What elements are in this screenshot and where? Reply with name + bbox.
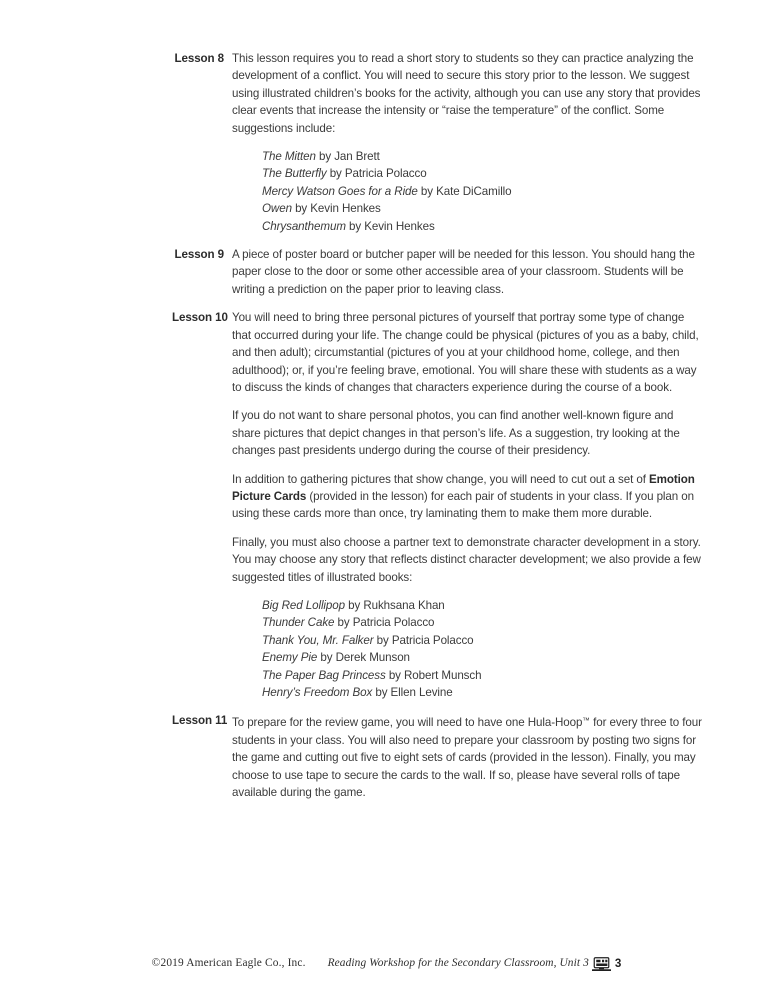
book-title: The Mitten (262, 150, 316, 164)
lesson-label-9: Lesson 9 (174, 248, 224, 262)
book-author: by Patricia Polacco (326, 167, 427, 181)
book-author: by Patricia Polacco (334, 616, 435, 630)
lesson-entry-10 (0, 309, 773, 701)
lesson-label-11: Lesson 11 (172, 714, 228, 728)
page-content (0, 50, 773, 802)
lesson-entry-11 (0, 712, 773, 801)
lesson-label-8: Lesson 8 (174, 52, 224, 65)
book-author: by Kevin Henkes (291, 202, 381, 216)
list-item (262, 597, 702, 614)
list-item (262, 632, 702, 649)
series-title: Reading Workshop for the Secondary Classroom, Unit 3 (327, 957, 589, 969)
list-item (262, 183, 702, 200)
text-before-bold: In addition to gathering pictures that show change, you will need to cut out a set of (232, 472, 649, 486)
list-item (262, 200, 702, 217)
list-item (262, 614, 702, 631)
page-number: 3 (614, 956, 622, 970)
lesson-10-emotion-cards-paragraph (232, 471, 702, 523)
book-author: by Rukhsana Khan (345, 598, 445, 612)
book-title: The Butterfly (262, 167, 327, 181)
book-author: by Ellen Levine (372, 686, 453, 699)
lesson-label-10: Lesson 10 (172, 311, 228, 325)
text-after-bold: (provided in the lesson) for each pair of students in your class. If you plan on using these cards more than once, try laminating them to make them more durable. (232, 489, 694, 521)
laptop-icon (592, 957, 611, 972)
trademark-symbol: ™ (582, 716, 590, 726)
lesson-8-paragraph-1: This lesson requires you to read a short story to students so they can practice analyzing the development of a conflict. You will need to secure this story prior to the lesson. We suggest using illustrated children’s books for the activity, although you can use any story that provides clear events that increase the intensity or “raise the temperature” of the conflict. Some suggestions include: (232, 52, 701, 135)
book-title: Owen (262, 202, 292, 216)
emotion-picture-cards-term: Emotion Picture Cards (232, 472, 695, 503)
book-author: by Kevin Henkes (345, 219, 435, 233)
list-item (262, 667, 702, 684)
book-author: by Patricia Polacco (373, 633, 474, 647)
book-title: Henry’s Freedom Box (262, 686, 373, 699)
lesson-10-closing-paragraph: Finally, you must also choose a partner text to demonstrate character development in a story. You may choose any story that reflects distinct character development; we also provide a few suggested titles of illustrated books: (232, 535, 701, 584)
book-title: Enemy Pie (262, 651, 318, 665)
list-item (262, 649, 702, 666)
book-author: by Derek Munson (317, 651, 410, 665)
book-title: Thunder Cake (262, 616, 335, 630)
book-author: by Robert Munsch (385, 668, 482, 682)
lesson-body-8 (232, 50, 702, 235)
text-before-trademark: To prepare for the review game, you will need to have one Hula-Hoop (232, 716, 583, 730)
book-list-character-development (232, 597, 702, 701)
page-footer (0, 951, 773, 975)
lesson-10-paragraph-2: If you do not want to share personal photos, you can find another well-known figure and share pictures that depict changes in that person’s life. As a suggestion, try looking at the changes past presidents undergo during the course of their presidency. (232, 409, 680, 458)
lesson-11-paragraph-1 (232, 712, 702, 801)
lesson-9-paragraph-1: A piece of poster board or butcher paper will be needed for this lesson. You should hang the paper close to the door or some other accessible area of your classroom. Students will be writing a prediction on the paper prior to leaving class. (232, 248, 695, 296)
book-author: by Kate DiCamillo (417, 184, 512, 198)
lesson-entry-9 (0, 246, 773, 298)
lesson-body-9 (232, 246, 702, 298)
lesson-body-11 (232, 712, 702, 801)
book-title: Chrysanthemum (262, 219, 346, 233)
book-title: The Paper Bag Princess (262, 668, 386, 682)
lesson-entry-8 (0, 50, 773, 235)
list-item (262, 165, 702, 182)
book-title: Big Red Lollipop (262, 598, 345, 612)
book-title: Mercy Watson Goes for a Ride (262, 184, 418, 198)
book-author: by Jan Brett (315, 150, 380, 164)
list-item (262, 148, 702, 165)
lesson-body-10 (232, 309, 702, 701)
copyright-notice: ©2019 American Eagle Co., Inc. (151, 957, 306, 969)
book-list-conflict (232, 148, 702, 235)
lesson-10-paragraph-1: You will need to bring three personal pictures of yourself that portray some type of change that occurred during your life. The change could be physical (pictures of you as a baby, child, and then adult); circumstantial (pictures of you at your childhood home, college, and then adulthood); or, if you’re feeling brave, emotional. You will share these with students as a way to discuss the kinds of changes that characters experience during the course of a book. (232, 311, 699, 394)
list-item (262, 218, 702, 235)
text-after-trademark: for every three to four students in your class. You will also need to prepare your classroom by posting two signs for the game and cutting out five to eight sets of cards (provided in the lesson). Finally, you may choose to use tape to secure the cards to the wall. If so, please have several rolls of tape available during the game. (232, 716, 702, 800)
list-item (262, 684, 702, 701)
book-title: Thank You, Mr. Falker (262, 633, 374, 647)
